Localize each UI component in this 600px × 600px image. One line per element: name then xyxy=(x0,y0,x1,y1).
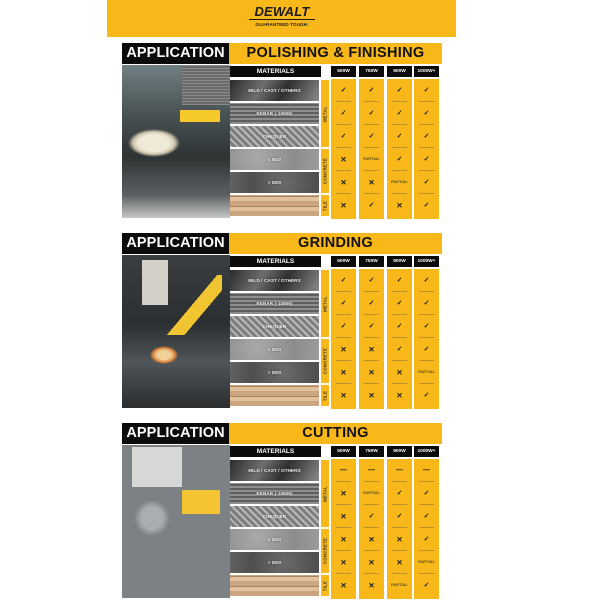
partial-label: PARTIAL xyxy=(418,370,435,374)
category-label: TILE xyxy=(322,200,328,211)
partial-label: PARTIAL xyxy=(363,491,380,495)
application-photo xyxy=(122,255,230,408)
cross-icon: ✕ xyxy=(340,558,347,567)
application-name: POLISHING & FINISHING xyxy=(229,43,442,64)
application-name: CUTTING xyxy=(229,423,442,444)
application-section xyxy=(122,233,442,409)
cross-icon: ✕ xyxy=(396,368,403,377)
check-icon: ✓ xyxy=(368,323,375,330)
cross-icon: ✕ xyxy=(396,535,403,544)
check-icon: ✓ xyxy=(396,323,403,330)
check-icon: ✓ xyxy=(423,156,430,163)
material-swatch: MILD / CAST / OTHERS xyxy=(230,460,319,481)
check-icon: ✓ xyxy=(368,513,375,520)
application-label: APPLICATION xyxy=(122,233,229,254)
power-header: 1000W+ xyxy=(414,446,439,457)
material-swatch: CHEQUER xyxy=(230,506,319,527)
check-icon: ✓ xyxy=(368,133,375,140)
check-icon: ✓ xyxy=(396,277,403,284)
cross-icon: ✕ xyxy=(396,558,403,567)
cross-icon: ✕ xyxy=(396,391,403,400)
check-icon: ✓ xyxy=(340,87,347,94)
material-swatch xyxy=(230,195,319,216)
materials-header: MATERIALS xyxy=(230,446,321,457)
check-icon: ✓ xyxy=(340,277,347,284)
material-swatch: CHEQUER xyxy=(230,126,319,147)
cross-icon: ✕ xyxy=(368,178,375,187)
material-swatch: MILD / CAST / OTHERS xyxy=(230,80,319,101)
power-column xyxy=(387,459,412,599)
application-section xyxy=(122,423,442,599)
check-icon: ✓ xyxy=(423,513,430,520)
check-icon: ✓ xyxy=(423,202,430,209)
check-icon: ✓ xyxy=(423,392,430,399)
application-photo xyxy=(122,65,230,218)
not-applicable-icon: — xyxy=(340,467,347,474)
category-strip xyxy=(321,195,329,216)
brand-name: DEWALT xyxy=(249,5,315,20)
material-swatch: REBAR (-10MM) xyxy=(230,483,319,504)
check-icon: ✓ xyxy=(396,156,403,163)
power-header: 1000W+ xyxy=(414,66,439,77)
power-header: 900W xyxy=(387,446,412,457)
cross-icon: ✕ xyxy=(340,512,347,521)
category-strip xyxy=(321,80,329,147)
power-header: 750W xyxy=(359,446,384,457)
power-column xyxy=(414,269,439,409)
power-column xyxy=(331,269,356,409)
power-header: 900W xyxy=(387,256,412,267)
check-icon: ✓ xyxy=(423,536,430,543)
cross-icon: ✕ xyxy=(396,201,403,210)
category-strip xyxy=(321,575,329,596)
power-column xyxy=(387,79,412,219)
power-header: 750W xyxy=(359,66,384,77)
not-applicable-icon: — xyxy=(423,467,430,474)
check-icon: ✓ xyxy=(396,300,403,307)
cross-icon: ✕ xyxy=(340,489,347,498)
not-applicable-icon: — xyxy=(396,467,403,474)
check-icon: ✓ xyxy=(423,179,430,186)
check-icon: ✓ xyxy=(423,582,430,589)
partial-label: PARTIAL xyxy=(363,157,380,161)
category-label: TILE xyxy=(322,580,328,591)
material-swatch: > M20 xyxy=(230,362,319,383)
material-swatch: REBAR (-10MM) xyxy=(230,293,319,314)
check-icon: ✓ xyxy=(340,300,347,307)
material-swatch: ≤ M20 xyxy=(230,149,319,170)
check-icon: ✓ xyxy=(423,490,430,497)
check-icon: ✓ xyxy=(423,87,430,94)
power-header: 600W xyxy=(331,446,356,457)
cross-icon: ✕ xyxy=(340,201,347,210)
check-icon: ✓ xyxy=(396,346,403,353)
power-column xyxy=(414,79,439,219)
power-header: 1000W+ xyxy=(414,256,439,267)
category-label: METAL xyxy=(322,105,328,122)
category-strip xyxy=(321,460,329,527)
category-label: METAL xyxy=(322,485,328,502)
application-name: GRINDING xyxy=(229,233,442,254)
cross-icon: ✕ xyxy=(340,178,347,187)
power-column xyxy=(387,269,412,409)
check-icon: ✓ xyxy=(340,323,347,330)
check-icon: ✓ xyxy=(423,346,430,353)
power-column xyxy=(331,79,356,219)
power-header: 900W xyxy=(387,66,412,77)
cross-icon: ✕ xyxy=(340,155,347,164)
partial-label: PARTIAL xyxy=(391,180,408,184)
category-label: CONCRETE xyxy=(322,347,328,375)
cross-icon: ✕ xyxy=(368,368,375,377)
check-icon: ✓ xyxy=(368,110,375,117)
cross-icon: ✕ xyxy=(368,581,375,590)
check-icon: ✓ xyxy=(396,110,403,117)
category-strip xyxy=(321,385,329,406)
material-swatch: MILD / CAST / OTHERS xyxy=(230,270,319,291)
material-swatch: ≤ M20 xyxy=(230,339,319,360)
cross-icon: ✕ xyxy=(368,345,375,354)
check-icon: ✓ xyxy=(368,87,375,94)
check-icon: ✓ xyxy=(423,323,430,330)
check-icon: ✓ xyxy=(396,490,403,497)
material-swatch: ≤ M20 xyxy=(230,529,319,550)
dewalt-logo xyxy=(249,5,315,32)
check-icon: ✓ xyxy=(423,277,430,284)
category-strip xyxy=(321,270,329,337)
brand-banner xyxy=(107,0,456,37)
cross-icon: ✕ xyxy=(368,558,375,567)
check-icon: ✓ xyxy=(396,513,403,520)
check-icon: ✓ xyxy=(423,110,430,117)
power-column xyxy=(359,459,384,599)
cross-icon: ✕ xyxy=(340,345,347,354)
partial-label: PARTIAL xyxy=(418,560,435,564)
check-icon: ✓ xyxy=(423,133,430,140)
category-label: CONCRETE xyxy=(322,537,328,565)
application-label: APPLICATION xyxy=(122,43,229,64)
power-header: 600W xyxy=(331,66,356,77)
power-column xyxy=(359,269,384,409)
material-swatch xyxy=(230,385,319,406)
check-icon: ✓ xyxy=(423,300,430,307)
application-label: APPLICATION xyxy=(122,423,229,444)
check-icon: ✓ xyxy=(396,87,403,94)
partial-label: PARTIAL xyxy=(391,583,408,587)
not-applicable-icon: — xyxy=(368,467,375,474)
check-icon: ✓ xyxy=(340,133,347,140)
cross-icon: ✕ xyxy=(340,535,347,544)
check-icon: ✓ xyxy=(340,110,347,117)
power-header: 600W xyxy=(331,256,356,267)
check-icon: ✓ xyxy=(368,300,375,307)
check-icon: ✓ xyxy=(396,133,403,140)
cross-icon: ✕ xyxy=(340,368,347,377)
materials-header: MATERIALS xyxy=(230,66,321,77)
cross-icon: ✕ xyxy=(340,391,347,400)
application-section xyxy=(122,43,442,219)
check-icon: ✓ xyxy=(368,202,375,209)
category-strip xyxy=(321,339,329,383)
cross-icon: ✕ xyxy=(368,391,375,400)
material-swatch: CHEQUER xyxy=(230,316,319,337)
category-label: TILE xyxy=(322,390,328,401)
check-icon: ✓ xyxy=(368,277,375,284)
material-swatch: > M20 xyxy=(230,172,319,193)
material-swatch xyxy=(230,575,319,596)
category-label: CONCRETE xyxy=(322,157,328,185)
brand-tagline: GUARANTEED TOUGH. xyxy=(255,22,309,27)
application-photo xyxy=(122,445,230,598)
power-header: 750W xyxy=(359,256,384,267)
cross-icon: ✕ xyxy=(340,581,347,590)
category-strip xyxy=(321,149,329,193)
power-column xyxy=(331,459,356,599)
power-column xyxy=(359,79,384,219)
category-strip xyxy=(321,529,329,573)
power-column xyxy=(414,459,439,599)
category-label: METAL xyxy=(322,295,328,312)
material-swatch: REBAR (-10MM) xyxy=(230,103,319,124)
cross-icon: ✕ xyxy=(368,535,375,544)
materials-header: MATERIALS xyxy=(230,256,321,267)
material-swatch: > M20 xyxy=(230,552,319,573)
